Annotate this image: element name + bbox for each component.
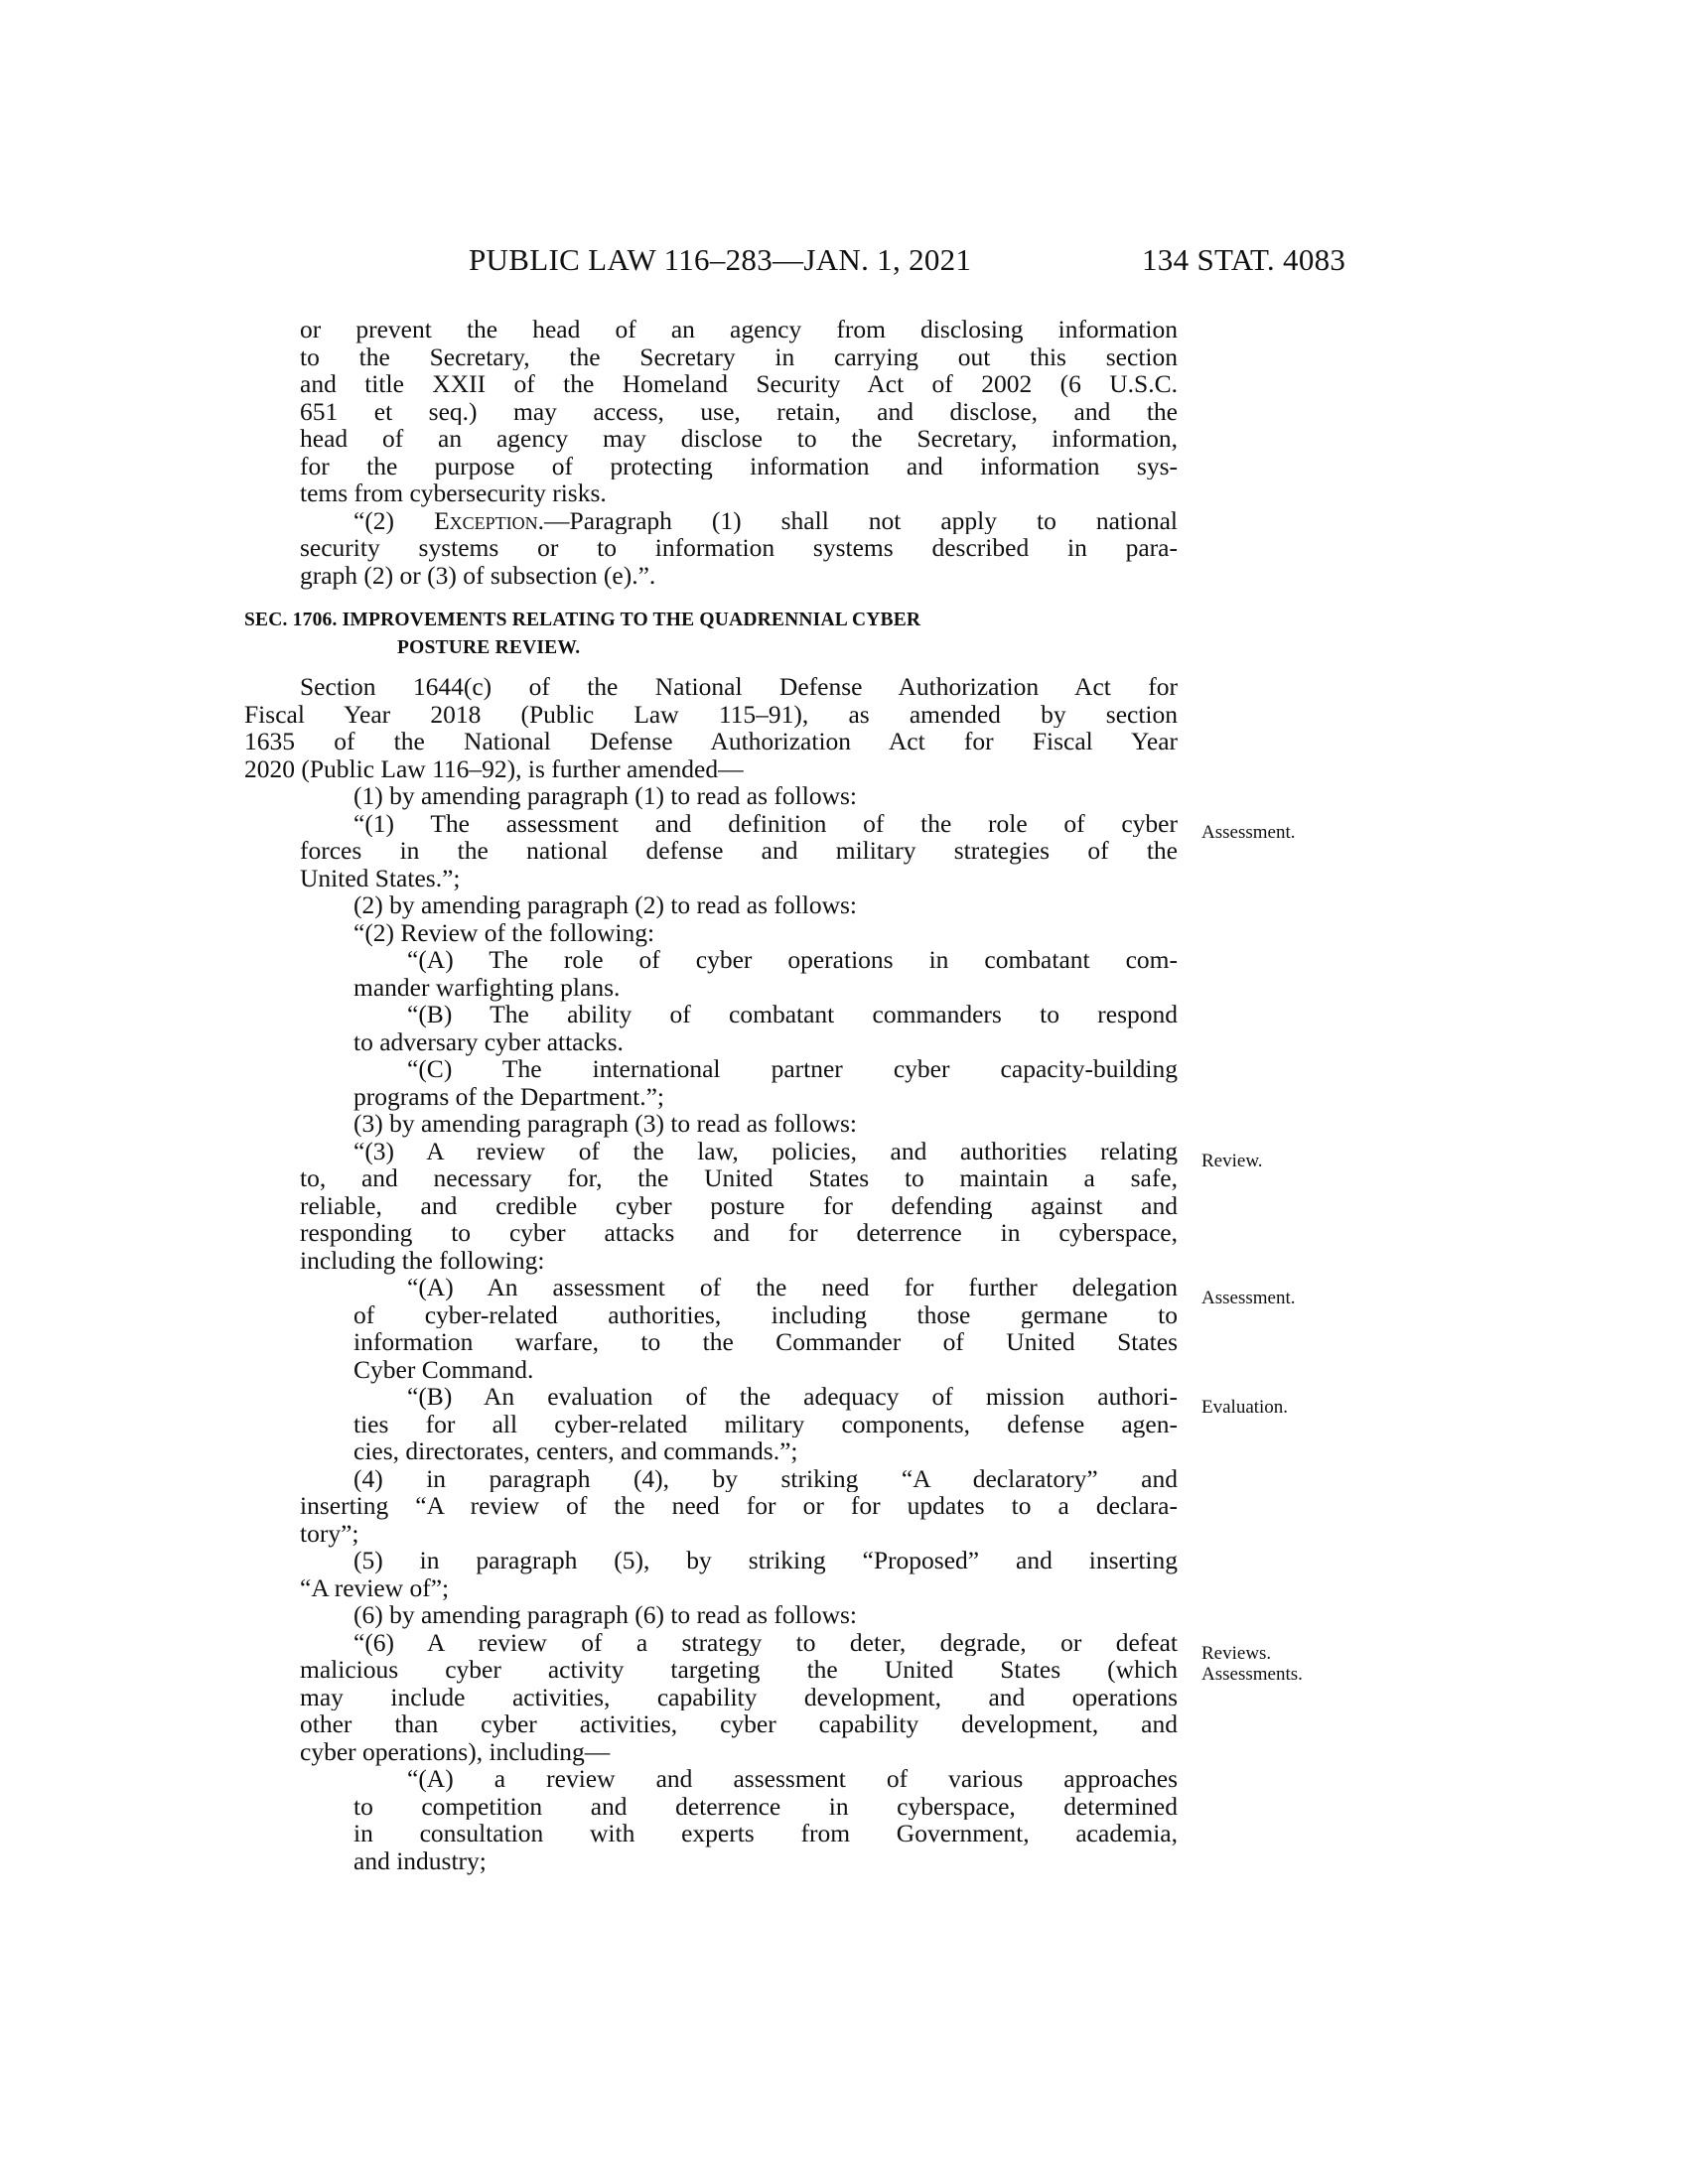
- text-line: tems from cybersecurity risks.: [300, 478, 607, 507]
- text-line: “(A) The role of cyber operations in combatant com-: [407, 946, 1178, 974]
- text-line: (2) by amending paragraph (2) to read as follows:: [353, 890, 857, 919]
- text-line: graph (2) or (3) of subsection (e).”.: [300, 560, 656, 590]
- text-line: “(6) A review of a strategy to deter, degrade, or defeat: [353, 1628, 1178, 1656]
- text-line: malicious cyber activity targeting the United States (which: [300, 1656, 1178, 1684]
- text-line: reliable, and credible cyber posture for defending against and: [300, 1191, 1178, 1219]
- text-line: Cyber Command.: [353, 1354, 534, 1384]
- text-line: or prevent the head of an agency from disclosing information: [300, 316, 1178, 343]
- text-line: may include activities, capability development, and operations: [300, 1683, 1178, 1710]
- section-heading-cont: POSTURE REVIEW.: [397, 636, 581, 658]
- text-line: 651 et seq.) may access, use, retain, and disclose, and the: [300, 397, 1178, 425]
- text-line: cies, directorates, centers, and commands.”;: [353, 1436, 798, 1465]
- text-run: “(2): [353, 506, 435, 534]
- text-line: of cyber-related authorities, including those germane to: [353, 1300, 1178, 1328]
- text-line: in consultation with experts from Government, academia,: [353, 1820, 1178, 1847]
- text-line-exception: [300, 507, 1178, 535]
- text-line: to the Secretary, the Secretary in carrying out this section: [300, 342, 1178, 370]
- text-line: “(B) The ability of combatant commanders to respond: [407, 1001, 1178, 1028]
- running-head-page-ref: 134 STAT. 4083: [1142, 242, 1346, 277]
- text-line: “(A) An assessment of the need for further delegation: [407, 1274, 1178, 1301]
- text-line: 1635 of the National Defense Authorization Act for Fiscal Year: [244, 728, 1178, 755]
- text-line: United States.”;: [300, 863, 461, 892]
- exception-heading: Exception: [434, 506, 538, 534]
- text-line: “(1) The assessment and definition of the role of cyber: [353, 809, 1178, 837]
- margin-note-assessment: Assessment.: [1201, 822, 1296, 843]
- margin-note-reviews: Reviews.: [1201, 1643, 1272, 1664]
- text-line: including the following:: [300, 1245, 545, 1275]
- text-line: inserting “A review of the need for or for updates to a declara-: [300, 1492, 1178, 1520]
- text-run: .—Paragraph (1) shall not apply to national: [537, 506, 1178, 534]
- text-line: for the purpose of protecting information and information sys-: [300, 452, 1178, 479]
- text-line: programs of the Department.”;: [353, 1081, 664, 1111]
- margin-note-assessment: Assessment.: [1201, 1288, 1296, 1308]
- text-line: to competition and deterrence in cyberspace, determined: [353, 1792, 1178, 1820]
- text-line: “(A) a review and assessment of various approaches: [407, 1765, 1178, 1793]
- text-line: and industry;: [353, 1845, 487, 1875]
- text-line: tory”;: [300, 1518, 359, 1548]
- text-line: Section 1644(c) of the National Defense Authorization Act for: [300, 673, 1178, 701]
- text-line: “(B) An evaluation of the adequacy of mission authori-: [407, 1383, 1178, 1411]
- text-line: and title XXII of the Homeland Security Act of 2002 (6 U.S.C.: [300, 370, 1178, 398]
- text-line: (1) by amending paragraph (1) to read as follows:: [353, 781, 857, 810]
- text-line: “(3) A review of the law, policies, and authorities relating: [353, 1137, 1178, 1164]
- running-head: [0, 242, 1688, 286]
- text-line: (6) by amending paragraph (6) to read as follows:: [353, 1600, 857, 1629]
- margin-note-assessments: Assessments.: [1201, 1664, 1303, 1685]
- text-line: to, and necessary for, the United States to maintain a safe,: [300, 1164, 1178, 1192]
- text-line: “(C) The international partner cyber capacity-building: [407, 1055, 1178, 1083]
- text-line: (3) by amending paragraph (3) to read as follows:: [353, 1109, 857, 1138]
- text-line: other than cyber activities, cyber capability development, and: [300, 1710, 1178, 1738]
- text-line: “(2) Review of the following:: [353, 917, 655, 947]
- text-line: information warfare, to the Commander of United States: [353, 1328, 1178, 1356]
- text-line: forces in the national defense and military strategies of the: [300, 837, 1178, 865]
- text-line: to adversary cyber attacks.: [353, 1026, 624, 1056]
- text-line: responding to cyber attacks and for deterrence in cyberspace,: [300, 1219, 1178, 1247]
- text-line: (4) in paragraph (4), by striking “A declaratory” and: [353, 1464, 1178, 1492]
- text-line: mander warfighting plans.: [353, 972, 621, 1002]
- text-line: 2020 (Public Law 116–92), is further amended—: [244, 753, 744, 783]
- margin-note-evaluation: Evaluation.: [1201, 1397, 1289, 1418]
- margin-note-review: Review.: [1201, 1151, 1263, 1171]
- text-line: cyber operations), including—: [300, 1736, 611, 1766]
- text-line: (5) in paragraph (5), by striking “Proposed” and inserting: [353, 1547, 1178, 1574]
- body-text: [244, 316, 1178, 1875]
- text-line: security systems or to information systems described in para-: [300, 534, 1178, 562]
- section-heading: SEC. 1706. IMPROVEMENTS RELATING TO THE QUADRENNIAL CYBER: [244, 610, 921, 630]
- running-head-title: PUBLIC LAW 116–283—JAN. 1, 2021: [469, 242, 972, 277]
- text-line: Fiscal Year 2018 (Public Law 115–91), as amended by section: [244, 700, 1178, 728]
- text-line: “A review of”;: [300, 1572, 450, 1602]
- text-line: head of an agency may disclose to the Secretary, information,: [300, 425, 1178, 453]
- text-line: ties for all cyber-related military components, defense agen-: [353, 1410, 1178, 1437]
